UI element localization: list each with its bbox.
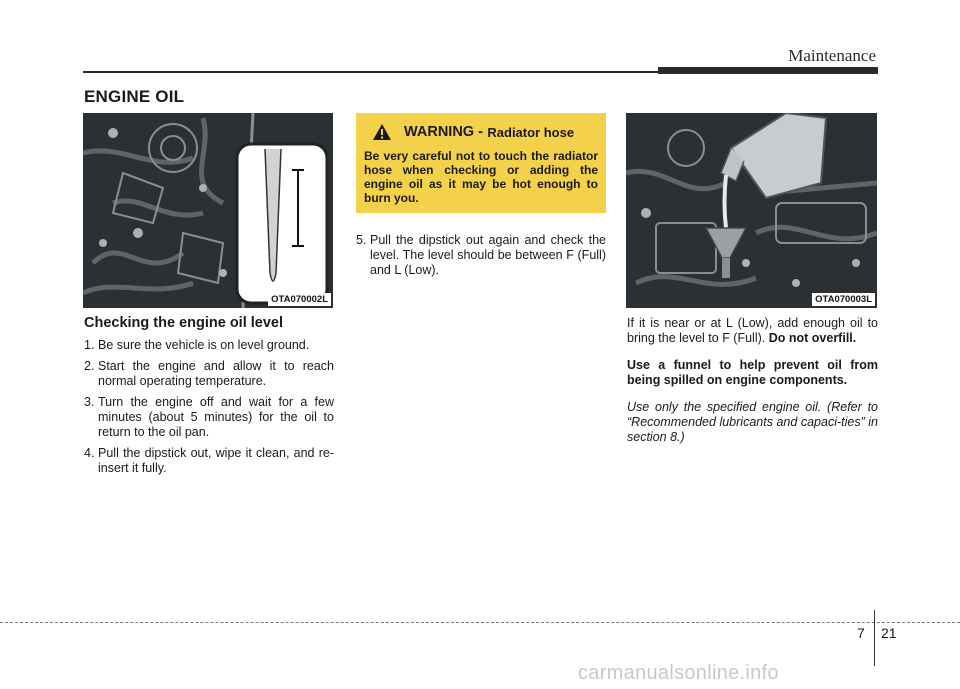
fill-instruction-text: If it is near or at L (Low), add enough oil to bring the level to F (Full). (627, 316, 878, 345)
watermark: carmanualsonline.info (578, 662, 779, 684)
step-text: Start the engine and allow it to reach normal operating temperature. (98, 359, 334, 388)
warning-box (356, 113, 606, 213)
step-text: Be sure the vehicle is on level ground. (98, 338, 310, 352)
checking-steps-column (84, 316, 334, 482)
step-number: 5. (356, 233, 367, 247)
warning-header (364, 121, 598, 143)
engine-illustration (83, 113, 333, 308)
warning-title: WARNING - (404, 124, 483, 140)
step-number: 3. (84, 395, 95, 409)
step-text: Pull the dipstick out, wipe it clean, and re-insert it fully. (98, 446, 334, 475)
oil-pour-illustration (626, 113, 877, 308)
step-item (84, 446, 334, 476)
warning-subtitle: Radiator hose (487, 124, 575, 140)
figure-caption: OTA070003L (812, 293, 875, 306)
footer-rule (0, 622, 960, 623)
step-five-column (356, 233, 606, 284)
chapter-number: 7 (857, 625, 865, 641)
fill-instruction (627, 316, 878, 346)
step-number: 2. (84, 359, 95, 373)
step-item (84, 395, 334, 440)
header-rule-accent (658, 67, 878, 74)
header-rule (83, 71, 661, 73)
footer-divider (874, 610, 875, 666)
funnel-tip: Use a funnel to help prevent oil from being spilled on engine components. (627, 358, 878, 387)
step-text: Pull the dipstick out again and check the level. The level should be between F (Full) and L (Low). (370, 233, 606, 277)
step-item (84, 359, 334, 389)
step-number: 1. (84, 338, 95, 352)
oil-fill-column (627, 316, 878, 457)
page-number: 21 (881, 625, 897, 641)
step-text: Turn the engine off and wait for a few minutes (about 5 minutes) for the oil to return to the oil pan. (98, 395, 334, 439)
warning-triangle-icon (372, 123, 392, 141)
step-item (84, 338, 334, 353)
warning-text: Be very careful not to touch the radiator hose when checking or adding the engine oil as it may be hot enough to burn you. (364, 149, 598, 205)
dipstick-figure (83, 113, 333, 308)
header-title: Maintenance (788, 46, 876, 65)
checking-heading: Checking the engine oil level (84, 315, 284, 331)
section-title: ENGINE OIL (84, 87, 185, 106)
overfill-warning: Do not overfill. (768, 331, 857, 345)
step-number: 4. (84, 446, 95, 460)
specified-oil-note: Use only the specified engine oil. (Refer to “Recommended lubricants and capaci-ties” in section 8.) (627, 400, 878, 444)
figure-caption: OTA070002L (268, 293, 331, 306)
oil-fill-figure (626, 113, 877, 308)
step-item (356, 233, 606, 278)
